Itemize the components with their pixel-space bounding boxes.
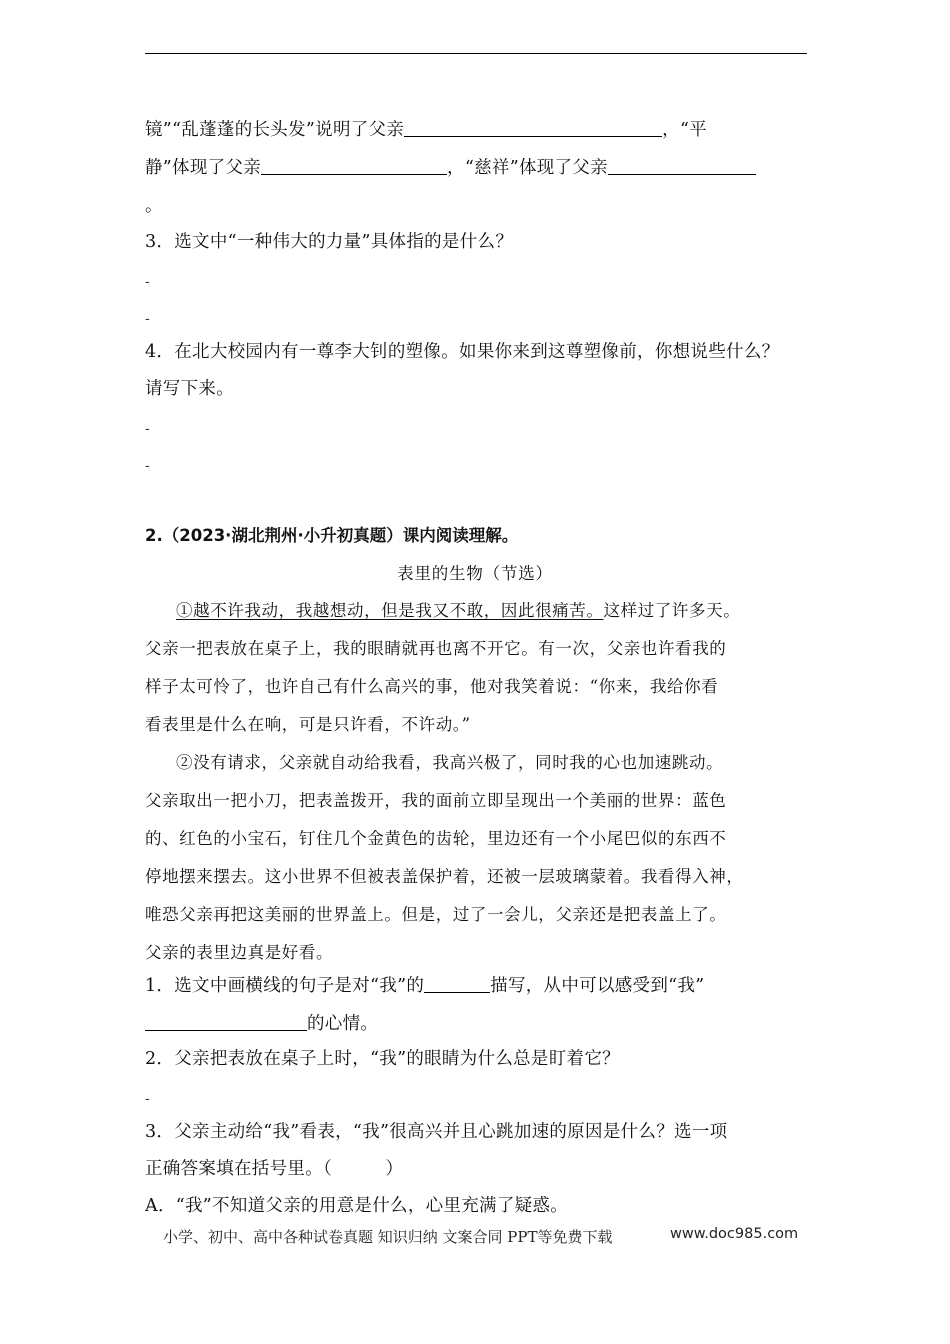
answer-blank[interactable] [608,156,756,175]
text: 1．选文中画横线的句子是对“我”的 [145,976,425,996]
question-3-cont: 正确答案填在括号里。（ ） [145,1159,404,1179]
answer-blank[interactable] [145,1012,307,1031]
passage-title: 表里的生物（节选） [397,564,553,583]
footer-text: 小学、初中、高中各种试卷真题 知识归纳 文案合同 PPT等免费下载 [163,1228,613,1246]
q2-line2 [145,156,756,180]
q2-line3: 。 [145,196,163,216]
answer-blank[interactable] [261,156,447,175]
question-1-cont [145,1012,378,1036]
text: ，“平 [662,120,707,140]
answer-line[interactable]: - [145,421,150,437]
text: 描写，从中可以感受到“我” [490,976,705,996]
footer-link[interactable]: www.doc985.com [670,1226,799,1242]
answer-blank[interactable] [424,974,490,993]
question-3: 3．选文中“一种伟大的力量”具体指的是什么？ [145,232,514,252]
answer-line[interactable]: - [145,311,150,327]
text: 镜”“乱蓬蓬的长头发”说明了父亲 [145,120,405,140]
answer-blank[interactable] [404,118,662,137]
text: 的心情。 [307,1014,379,1034]
text: 静”体现了父亲 [145,158,262,178]
question-3: 3．父亲主动给“我”看表，“我”很高兴并且心跳加速的原因是什么？选一项 [145,1122,728,1142]
passage-line: 看表里是什么在响，可是只许看，不许动。” [145,715,471,734]
header-rule [145,53,807,54]
question-4: 4．在北大校园内有一尊李大钊的塑像。如果你来到这尊塑像前，你想说些什么？ [145,342,780,362]
answer-line[interactable]: - [145,274,150,290]
question-1 [145,974,704,998]
q2-line1 [145,118,707,142]
passage-line: ②没有请求，父亲就自动给我看，我高兴极了，同时我的心也加速跳动。 [176,753,724,772]
text: ，“慈祥”体现了父亲 [447,158,608,178]
question-2: 2．父亲把表放在桌子上时，“我”的眼睛为什么总是盯着它？ [145,1049,620,1069]
passage-line [176,597,740,621]
answer-line[interactable]: - [145,1091,150,1107]
question-4-cont: 请写下来。 [145,379,234,399]
text: 这样过了许多天。 [603,601,741,620]
passage-line: 样子太可怜了，也许自己有什么高兴的事，他对我笑着说：“你来，我给你看 [145,677,719,696]
underlined-sentence: ①越不许我动，我越想动，但是我又不敢，因此很痛苦。 [176,601,604,620]
passage-line: 父亲取出一把小刀，把表盖拨开，我的面前立即呈现出一个美丽的世界：蓝色 [145,791,727,810]
answer-line[interactable]: - [145,458,150,474]
passage-line: 父亲一把表放在桌子上，我的眼睛就再也离不开它。有一次，父亲也许看我的 [145,639,727,658]
passage-line: 停地摆来摆去。这小世界不但被表盖保护着，还被一层玻璃蒙着。我看得入神， [145,867,744,886]
section-heading: 2.（2023·湖北荆州·小升初真题）课内阅读理解。 [145,526,519,545]
option-a: A．“我”不知道父亲的用意是什么，心里充满了疑惑。 [145,1196,569,1216]
passage-line: 唯恐父亲再把这美丽的世界盖上。但是，过了一会儿，父亲还是把表盖上了。 [145,905,727,924]
passage-line: 父亲的表里边真是好看。 [145,943,334,962]
passage-line: 的、红色的小宝石，钉住几个金黄色的齿轮，里边还有一个小尾巴似的东西不 [145,829,727,848]
